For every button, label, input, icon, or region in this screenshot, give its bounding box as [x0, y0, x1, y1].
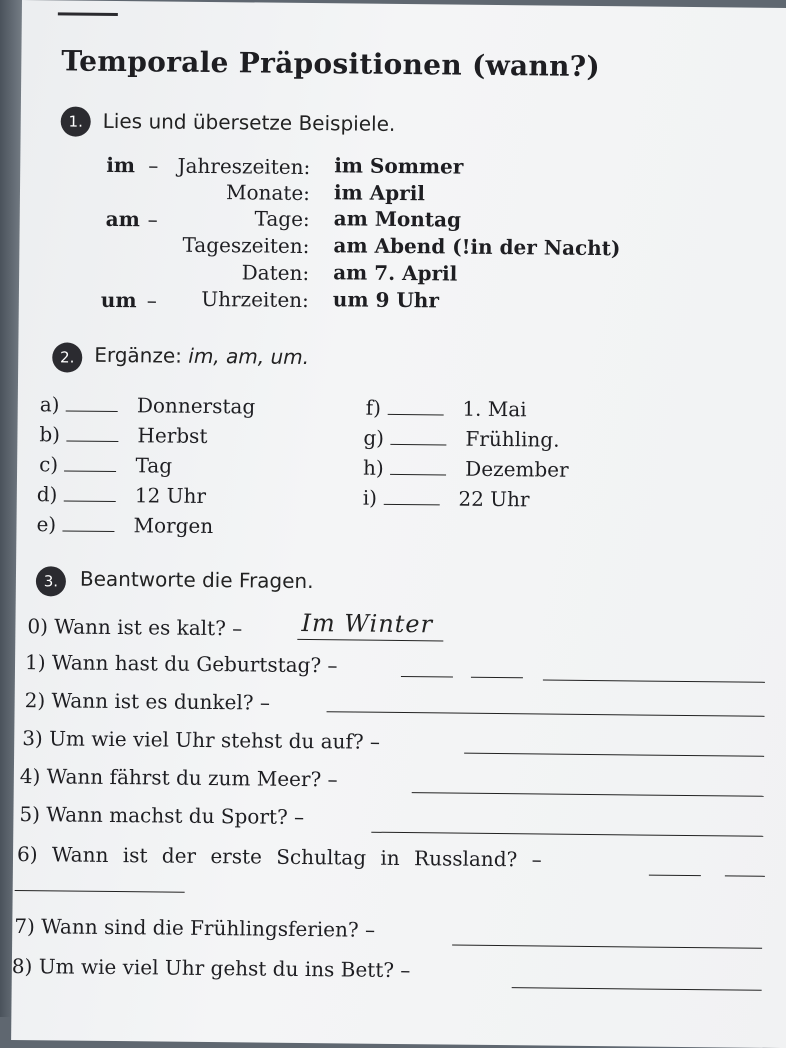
question-6-answer-line[interactable]	[15, 890, 185, 893]
page-title: Temporale Präpositionen (wann?)	[61, 44, 601, 84]
task2-instruction	[94, 343, 309, 369]
task2-item-c: c) Tag	[39, 452, 173, 478]
question-8-answer-line[interactable]	[512, 987, 762, 991]
task1-dash: –	[147, 207, 158, 232]
question-1-answer-line[interactable]	[543, 679, 765, 682]
task2-item-a: a) Donnerstag	[39, 392, 256, 419]
question-6-answer-line[interactable]	[649, 875, 701, 877]
question-2: 2) Wann ist es dunkel? –	[24, 688, 271, 715]
question-3-answer-line[interactable]	[464, 753, 764, 757]
question-0-answer-line	[297, 639, 443, 642]
task3-number-badge: 3.	[36, 566, 66, 596]
question-1-answer-line[interactable]	[401, 676, 453, 678]
question-0: 0) Wann ist es kalt? –	[27, 614, 243, 641]
task2-number-badge: 2.	[52, 342, 82, 372]
question-4: 4) Wann fährst du zum Meer? –	[19, 764, 338, 792]
worksheet-page	[11, 0, 786, 1048]
question-5: 5) Wann machst du Sport? –	[19, 802, 305, 829]
task3-instruction: Beantworte die Fragen.	[79, 566, 314, 594]
task2-item-f: f) 1. Mai	[365, 395, 527, 422]
task1-example: um 9 Uhr	[332, 287, 440, 313]
task1-category: Monate:	[225, 180, 311, 206]
task1-instruction: Lies und übersetze Beispiele.	[102, 108, 396, 136]
task1-category: Daten:	[241, 260, 310, 286]
task2-item-b: b) Herbst	[39, 422, 208, 448]
task1-example: am Abend (!in der Nacht)	[333, 233, 621, 261]
task1-category: Jahreszeiten:	[177, 153, 311, 180]
question-7-answer-line[interactable]	[452, 945, 762, 949]
task2-words: im, am, um.	[188, 343, 310, 370]
task1-example: am Montag	[333, 206, 462, 232]
question-5-answer-line[interactable]	[371, 832, 763, 837]
task1-category: Tage:	[254, 206, 310, 232]
task2-item-e: e) Morgen	[36, 512, 214, 539]
task1-prep: am	[105, 206, 140, 232]
task2-item-h: h) Dezember	[362, 455, 569, 482]
top-decoration-line	[58, 12, 118, 16]
question-8: 8) Um wie viel Uhr gehst du ins Bett? –	[11, 953, 411, 983]
question-6: 6) Wann ist der erste Schultag in Russland? –	[16, 841, 542, 872]
task1-number-badge: 1.	[61, 106, 91, 136]
task1-example: am 7. April	[333, 260, 458, 286]
task2-item-g: g) Frühling.	[363, 425, 560, 452]
task1-dash: –	[146, 288, 157, 313]
question-4-answer-line[interactable]	[412, 792, 764, 797]
question-2-answer-line[interactable]	[327, 711, 765, 717]
task1-prep: um	[100, 287, 137, 313]
question-0-answer: Im Winter	[301, 608, 434, 639]
task1-category: Uhrzeiten:	[201, 286, 309, 313]
task1-example: im April	[333, 180, 426, 206]
question-1: 1) Wann hast du Geburtstag? –	[24, 650, 338, 678]
question-1-answer-line[interactable]	[471, 677, 523, 679]
task1-category: Tageszeiten:	[182, 232, 310, 259]
task2-label: Ergänze:	[94, 342, 189, 368]
task2-item-d: d) 12 Uhr	[36, 482, 207, 508]
question-6-answer-line[interactable]	[725, 875, 765, 876]
task1-prep: im	[106, 152, 136, 178]
question-3: 3) Um wie viel Uhr stehst du auf? –	[22, 726, 381, 754]
task1-dash: –	[148, 153, 159, 178]
task1-example: im Sommer	[334, 153, 464, 179]
question-7: 7) Wann sind die Frühlingsferien? –	[14, 913, 376, 942]
task2-item-i: i) 22 Uhr	[362, 485, 530, 512]
